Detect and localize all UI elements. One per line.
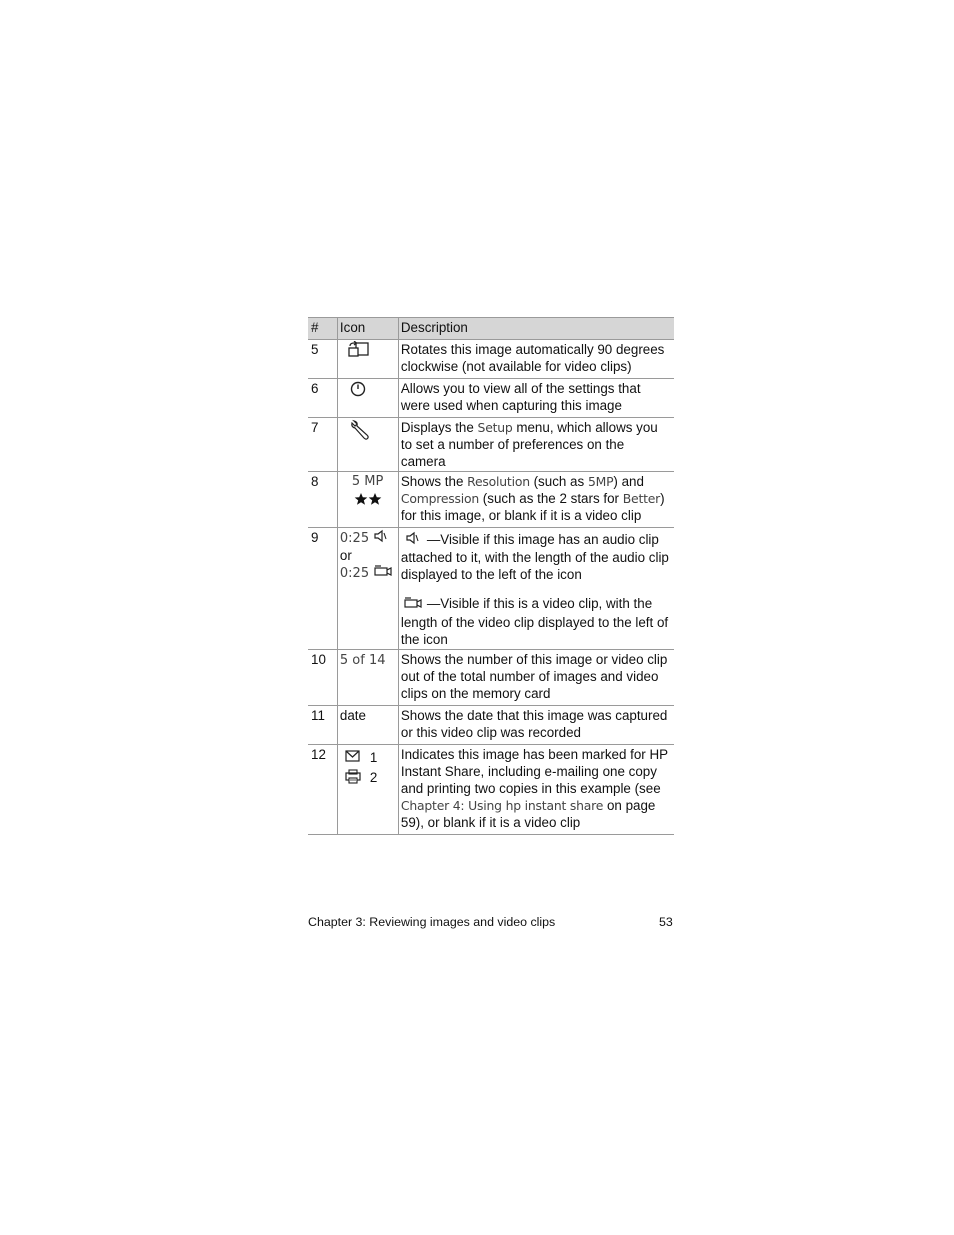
- icon-reference-table: [308, 317, 674, 835]
- video-description: —Visible if this is a video clip, with the length of the video clip displayed to the left of the icon: [400, 596, 669, 647]
- video-camera-icon: [373, 564, 393, 582]
- video-camera-icon: [403, 596, 423, 614]
- header-description: Description: [398, 318, 674, 340]
- row-number: 9: [308, 528, 337, 650]
- desc-text: ) for this image, or blank if it is a video clip: [400, 491, 665, 523]
- row-number: 5: [308, 340, 337, 379]
- speaker-icon: [373, 529, 389, 547]
- row-icon-cell: [337, 649, 398, 705]
- table-row: [308, 340, 674, 379]
- table-row: [308, 472, 674, 528]
- row-icon-cell: [337, 705, 398, 744]
- row-icon-cell: [337, 340, 398, 379]
- row-description: [398, 744, 674, 834]
- row-icon-cell: [337, 418, 398, 472]
- desc-text: (such as the 2 stars for: [479, 491, 623, 506]
- date-label: date: [339, 707, 366, 723]
- desc-text: menu, which allows you to set a number of preferences on the camera: [400, 420, 658, 469]
- row-description: Allows you to view all of the settings that were used when capturing this image: [398, 379, 674, 418]
- resolution-label: 5 MP: [351, 474, 384, 489]
- speaker-icon: [405, 531, 421, 549]
- row-number: 12: [308, 744, 337, 834]
- desc-text: (such as: [529, 474, 588, 489]
- printer-icon: [344, 768, 362, 788]
- desc-text: ) and: [613, 474, 644, 489]
- row-description: [398, 472, 674, 528]
- table-row: [308, 528, 674, 650]
- chapter-reference: Chapter 4: Using hp instant share: [400, 797, 604, 813]
- row-number: 10: [308, 649, 337, 705]
- row-number: 8: [308, 472, 337, 528]
- footer-chapter-title: Chapter 3: Reviewing images and video clips: [308, 915, 556, 929]
- row-number: 11: [308, 705, 337, 744]
- row-description: Shows the date that this image was captured or this video clip was recorded: [398, 705, 674, 744]
- or-label: or: [339, 548, 352, 563]
- video-length-label: 0:25: [339, 565, 370, 581]
- audio-length-label: 0:25: [339, 530, 370, 546]
- wrench-icon: [350, 419, 370, 445]
- table-row: [308, 418, 674, 472]
- row-description: [398, 528, 674, 650]
- row-description: Shows the number of this image or video clip out of the total number of images and video clips on the memory card: [398, 649, 674, 705]
- row-icon-cell: [337, 379, 398, 418]
- envelope-icon: [344, 749, 362, 767]
- resolution-menu-label: Resolution: [467, 474, 530, 489]
- table-row: [308, 379, 674, 418]
- compression-menu-label: Compression: [400, 491, 480, 506]
- row-description: Rotates this image automatically 90 degrees clockwise (not available for video clips): [398, 340, 674, 379]
- table-row: [308, 744, 674, 834]
- header-icon: Icon: [337, 318, 398, 340]
- row-number: 6: [308, 379, 337, 418]
- row-description: [398, 418, 674, 472]
- two-stars-icon: [354, 492, 382, 510]
- print-count: 2: [369, 770, 378, 786]
- setup-menu-label: Setup: [477, 420, 513, 435]
- desc-text: Displays the: [400, 420, 478, 435]
- row-number: 7: [308, 418, 337, 472]
- info-clock-icon: [349, 380, 367, 402]
- table-header-row: [308, 318, 674, 340]
- header-number: #: [308, 318, 337, 340]
- resolution-value: 5MP: [587, 474, 614, 489]
- desc-text: Shows the: [400, 474, 468, 489]
- desc-text: Indicates this image has been marked for HP Instant Share, including e-mailing one copy and printing two copies in this example (see: [400, 746, 668, 796]
- audio-description: —Visible if this image has an audio clip attached to it, with the length of the audio clip displayed to the left of the icon: [400, 532, 669, 583]
- compression-value: Better: [622, 491, 661, 506]
- footer-page-number: 53: [659, 915, 673, 929]
- row-icon-cell: [337, 472, 398, 528]
- image-count-label: 5 of 14: [339, 652, 386, 668]
- table-row: [308, 649, 674, 705]
- email-count: 1: [369, 750, 378, 766]
- desc-text: on page 59), or blank if it is a video clip: [400, 797, 656, 830]
- row-icon-cell: [337, 528, 398, 650]
- table-row: [308, 705, 674, 744]
- row-icon-cell: [337, 744, 398, 834]
- rotate-icon: [347, 341, 371, 363]
